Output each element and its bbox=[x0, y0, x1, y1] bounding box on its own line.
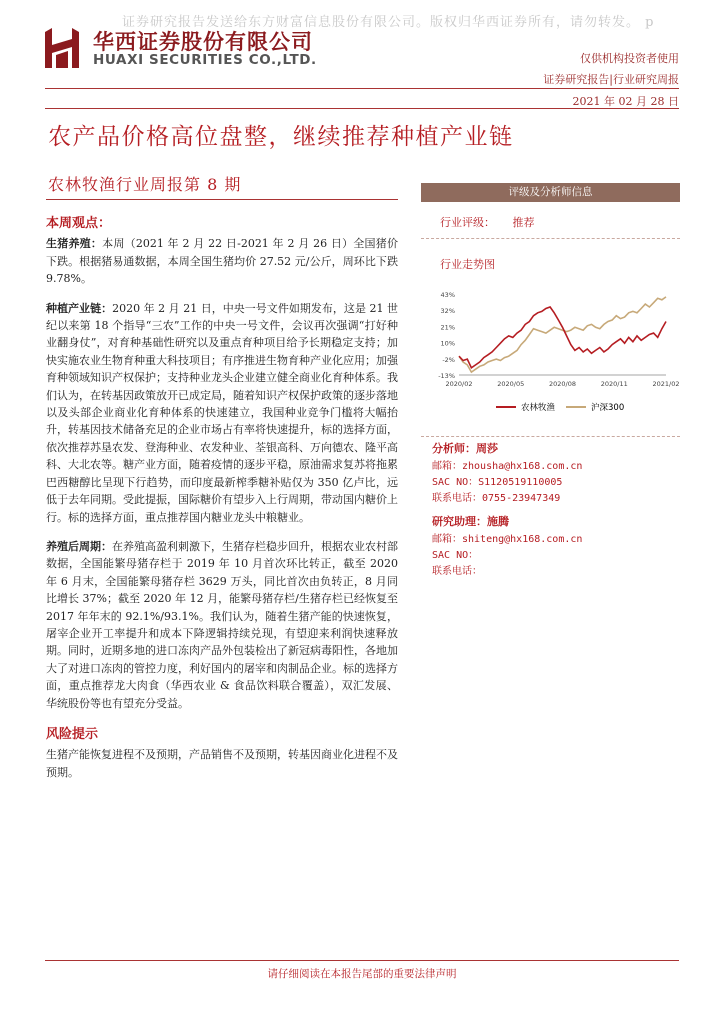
rating-label: 行业评级： bbox=[440, 216, 495, 229]
assistant-label: 研究助理：施腾 bbox=[432, 515, 509, 528]
risk-text: 生猪产能恢复进程不及预期，产品销售不及预期，转基因商业化进程不及预期。 bbox=[46, 748, 398, 779]
footer-divider bbox=[45, 960, 679, 961]
chart-x-axis bbox=[445, 375, 679, 388]
view-heading: 本周观点： bbox=[46, 216, 112, 231]
chart-series bbox=[459, 297, 666, 372]
x-tick-label: 2021/02 bbox=[652, 380, 680, 388]
x-tick-label: 2020/02 bbox=[445, 380, 473, 388]
y-tick-label: -13% bbox=[438, 372, 455, 380]
assistant-phone: 联系电话： bbox=[432, 566, 482, 577]
seed-label: 种植产业链： bbox=[46, 301, 113, 315]
pig-paragraph bbox=[46, 235, 398, 287]
panel-divider bbox=[421, 238, 680, 239]
cycle-label: 养殖后周期： bbox=[46, 539, 112, 553]
pig-label: 生猪养殖： bbox=[46, 237, 103, 251]
cycle-paragraph bbox=[46, 538, 398, 712]
audience-note: 仅供机构投资者使用 bbox=[580, 52, 679, 65]
rating-value: 推荐 bbox=[512, 216, 535, 229]
report-type: 证券研究报告|行业研究周报 bbox=[543, 73, 679, 86]
analyst-sac: SAC NO：S1120519110005 bbox=[432, 477, 563, 488]
x-tick-label: 2020/08 bbox=[548, 380, 577, 388]
seed-text: 2020 年 2 月 21 日，中央一号文件如期发布，这是 21 世纪以来第 18 个指导“三农”工作的中央一号文件，会议再次强调“打好种业翻身仗”，对育种基础性研究以及重点育种项目给予长期稳定支持；加快实施农业生物育种重大科技项目；有序推进生物育种产业化应用；加强育种领域知识产权保护；支持种业龙头企业建立健全商业化育种体系。我们认为，在转基因政策放开已成定局，随着知识产权保护政策的逐步落地以及头部企业商业化育种体系的快速建立，我国种业竞争门槛将大幅抬升，转基因技术储备充足的企业市场占有率将快速提升，标的选择方面，依次推荐苏垦农发、登海种业、农发种业、荃银高科、万向德农、隆平高科、大北农等。糖产业方面，随着疫情的逐步平稳，原油需求复苏将拖累巴西糖醇比呈现下行趋势，而印度最新榨季糖补贴仅为 350 亿卢比，远低于去年同期。受此提振，国际糖价有望步入上行周期，带动国内糖价上行。标的选择方面，重点推荐国内糖业龙头中粮糖业。 bbox=[46, 301, 398, 524]
assistant-sac: SAC NO： bbox=[432, 550, 479, 561]
series-line-hs300 bbox=[459, 297, 666, 372]
analyst-phone: 联系电话：0755-23947349 bbox=[432, 493, 561, 504]
brand-name-cn: 华西证券股份有限公司 bbox=[93, 30, 313, 54]
panel-title-bar: 评级及分析师信息 bbox=[421, 183, 680, 202]
x-tick-label: 2020/05 bbox=[497, 380, 525, 388]
y-tick-label: -2% bbox=[442, 355, 455, 364]
main-content bbox=[46, 215, 398, 781]
assistant-email[interactable]: 邮箱：shiteng@hx168.com.cn bbox=[432, 534, 583, 545]
risk-heading: 风险提示 bbox=[46, 726, 99, 742]
x-tick-label: 2020/11 bbox=[600, 380, 628, 388]
pig-text: 本周（2021 年 2 月 22 日-2021 年 2 月 26 日）全国猪价下跌。根据猪易通数据，本周全国生猪均价 27.52 元/公斤，周环比下跌 9.78%。 bbox=[46, 237, 398, 286]
legend-label-hs300: 沪深300 bbox=[591, 403, 625, 413]
y-tick-label: 43% bbox=[440, 291, 455, 299]
cycle-text: 在养殖高盈利刺激下，生猪存栏稳步回升，根据农业农村部数据，全国能繁母猪存栏于 2019 年 10 月首次环比转正，截至 2020 年 6 月末，全国能繁母猪存栏 3629 万头，同比首次由负转正，8 月同比增长 37%；截至 2020 年 12 月，能繁母猪存栏/生猪存栏已经恢复至 2017 年年末的 92.1%/93.1%。我们认为，随着生猪产能的快速恢复，屠宰企业开工率提升和成本下降逻辑持续兑现，有望迎来利润快速释放期。同时，近期多地的进口冻肉产品外包装检出了新冠病毒阳性，各地加大了对进口冻肉的管控力度，利好国内的屠宰和肉制品企业。标的选择方面，重点推荐龙大肉食（华西农业 & 食品饮料联合覆盖），双汇发展、华统股份等也有望充分受益。 bbox=[46, 539, 398, 710]
rating-row bbox=[440, 214, 535, 230]
footer-disclaimer: 请仔细阅读在本报告尾部的重要法律声明 bbox=[267, 968, 457, 980]
trend-title: 行业走势图 bbox=[440, 258, 495, 271]
legend-label-agri: 农林牧渔 bbox=[521, 403, 556, 413]
date-divider bbox=[45, 108, 679, 109]
report-date: 2021 年 02 月 28 日 bbox=[572, 95, 679, 108]
y-tick-label: 32% bbox=[440, 307, 455, 316]
panel-divider-2 bbox=[421, 436, 680, 437]
trend-chart bbox=[421, 280, 683, 418]
y-tick-label: 21% bbox=[440, 323, 455, 332]
brand-name-en: HUAXI SECURITIES CO.,LTD. bbox=[93, 52, 317, 68]
huaxi-logo-icon bbox=[45, 28, 79, 68]
series-line-agri bbox=[459, 307, 666, 368]
y-tick-label: 10% bbox=[440, 339, 455, 348]
analyst-label: 分析师：周莎 bbox=[432, 442, 498, 455]
analyst-email[interactable]: 邮箱：zhousha@hx168.com.cn bbox=[432, 461, 583, 472]
subtitle-divider bbox=[46, 199, 398, 200]
report-title: 农产品价格高位盘整，继续推荐种植产业链 bbox=[48, 124, 514, 150]
header-divider bbox=[45, 88, 679, 89]
watermark-text: 证券研究报告发送给东方财富信息股份有限公司。版权归华西证券所有，请勿转发。 p bbox=[122, 15, 655, 30]
chart-y-axis bbox=[438, 291, 455, 380]
seed-paragraph bbox=[46, 300, 398, 526]
report-subtitle: 农林牧渔行业周报第 8 期 bbox=[48, 175, 242, 194]
